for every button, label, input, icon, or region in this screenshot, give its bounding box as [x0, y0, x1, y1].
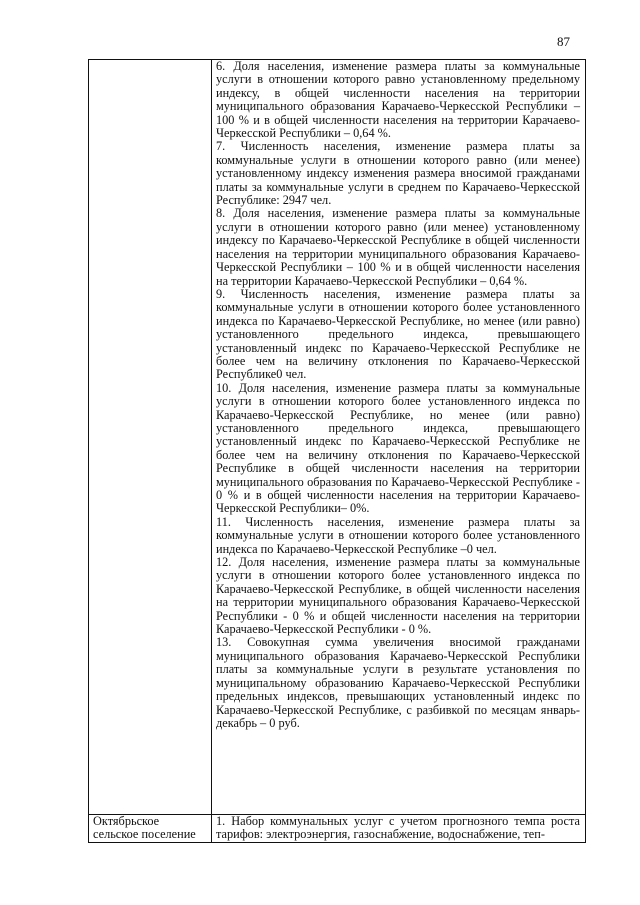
indicator-paragraph: 1. Набор коммунальных услуг с учетом прогнозного темпа роста тарифов: электроэнергия, газоснабжение, водоснабжение, теп- [216, 814, 580, 842]
municipality-cell [89, 815, 212, 843]
indicator-paragraph: 13. Совокупная сумма увеличения вносимой гражданами муниципального образования Карачаево-Черкесской Республики платы за коммунальные услуги в результате установления по муниципальному образованию Карачаево-Черкесской Республики предельных индексов, превышающих установленный индекс по Карачаево-Черкесской Республике, с разбивкой по месяцам январь-декабрь – 0 руб. [216, 635, 580, 730]
indicators-cell [212, 815, 586, 843]
document-table [88, 59, 586, 843]
municipality-name: Октябрьское сельское поселение [93, 814, 196, 842]
table-row [89, 815, 586, 843]
indicators-cell [212, 60, 586, 815]
indicator-paragraph: 6. Доля населения, изменение размера платы за коммунальные услуги в отношении которого равно установленному предельному индексу, в общей численности населения на территории муниципального образования Карачаево-Черкесской Республики – 100 % и в общей численности населения на территории Карачаево-Черкесской Республики – 0,64 %. [216, 59, 580, 141]
municipality-cell [89, 60, 212, 815]
indicator-paragraph: 10. Доля населения, изменение размера платы за коммунальные услуги в отношении которого более установленного индекса по Карачаево-Черкесской Республике, но менее (или равно) установленного предельного индекса, превышающего установленный индекс по Карачаево-Черкесской Республике не более чем на величину отклонения по Карачаево-Черкесской Республике в общей численности населения на территории муниципального образования по Карачаево-Черкесской Республике - 0 % и в общей численности населения на территории Карачаево-Черкесской Республики– 0%. [216, 380, 580, 516]
table-row [89, 60, 586, 815]
indicator-paragraph: 11. Численность населения, изменение размера платы за коммунальные услуги в отношении которого более установленного индекса по Карачаево-Черкесской Республике –0 чел. [216, 514, 580, 556]
indicator-paragraph: 8. Доля населения, изменение размера платы за коммунальные услуги в отношении которого равно (или менее) установленному индексу по Карачаево-Черкесской Республике в общей численности населения на территории муниципального образования Карачаево-Черкесской Республики – 100 % и в общей численности населения на территории Карачаево-Черкесской Республики – 0,64 %. [216, 206, 580, 288]
page-number: 87 [557, 34, 570, 49]
indicator-paragraph: 7. Численность населения, изменение размера платы за коммунальные услуги в отношении которого равно (или менее) установленному индексу изменения размера вносимой гражданами платы за коммунальные услуги в среднем по Карачаево-Черкесской Республике: 2947 чел. [216, 139, 580, 208]
indicator-paragraph: 9. Численность населения, изменение размера платы за коммунальные услуги в отношении которого более установленного индекса по Карачаево-Черкесской Республике, но менее (или равно) установленного предельного индекса, превышающего установленный индекс по Карачаево-Черкесской Республике не более чем на величину отклонения по Карачаево-Черкесской Республике0 чел. [216, 286, 580, 382]
indicator-paragraph: 12. Доля населения, изменение размера платы за коммунальные услуги в отношении которого более установленного индекса по Карачаево-Черкесской Республике, в общей численности населения на территории муниципального образования Карачаево-Черкесской Республики - 0 % и общей численности населения на территории Карачаево-Черкесской Республики - 0 %. [216, 555, 580, 637]
